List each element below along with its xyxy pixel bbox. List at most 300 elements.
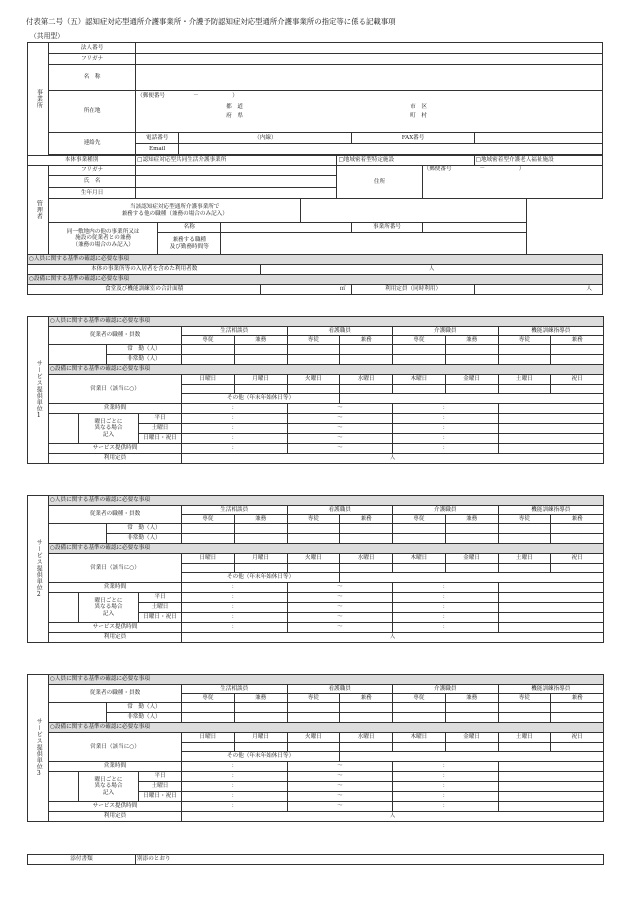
eigyojikan-blank xyxy=(498,762,604,772)
day-check[interactable] xyxy=(340,743,393,752)
role-header: 機能訓練指導員 xyxy=(498,685,604,694)
tilde: ～ xyxy=(336,435,343,442)
colon: ： xyxy=(442,445,449,452)
jokin-cell[interactable] xyxy=(234,703,287,713)
doyobi-end[interactable] xyxy=(393,424,499,434)
heijitsu-range xyxy=(287,414,393,424)
doyobi-start[interactable] xyxy=(182,424,288,434)
jokin-label: 常 勤（人） xyxy=(107,345,182,355)
unit-name: サービス提供単位2 xyxy=(28,496,49,643)
doyobi-end[interactable] xyxy=(393,782,499,792)
sonota-field[interactable] xyxy=(340,394,604,404)
furigana-field[interactable] xyxy=(136,54,603,65)
tilde: ～ xyxy=(336,614,343,621)
colon: ： xyxy=(231,405,238,412)
sengyo-header: 専従 xyxy=(393,694,446,703)
service-time-range xyxy=(287,623,393,633)
jokin-cell[interactable] xyxy=(234,524,287,534)
unit-setsubi-header: ○設備に関する基準の確認に必要な事項 xyxy=(49,723,604,733)
day-header: 木曜日 xyxy=(393,733,446,743)
jokin-cell[interactable] xyxy=(551,345,604,355)
jokin-cell[interactable] xyxy=(340,345,393,355)
sengyo-header: 専従 xyxy=(498,336,551,345)
corp-no-field[interactable] xyxy=(136,43,603,54)
heijitsu-start[interactable] xyxy=(182,593,288,603)
jokin-label: 常 勤（人） xyxy=(107,524,182,534)
youbi-line2: 異なる場合 xyxy=(94,425,123,432)
role-header: 介護職員 xyxy=(393,327,499,336)
form-subtitle: （共用型） xyxy=(30,32,64,40)
shokudo-field[interactable] xyxy=(261,285,352,295)
sengyo-header: 専従 xyxy=(182,515,235,524)
kenmu-header: 兼務 xyxy=(234,336,287,345)
tilde: ～ xyxy=(336,445,343,452)
eigyojikan-start[interactable] xyxy=(182,583,288,593)
role-header: 機能訓練指導員 xyxy=(498,506,604,515)
shiku-2: 町 村 xyxy=(410,113,427,119)
service-time-end[interactable] xyxy=(393,802,499,812)
service-time-start[interactable] xyxy=(182,623,288,633)
riyosha-label: 本体の事業所等の入居者を含めた利用者数 xyxy=(28,265,261,275)
day-header: 月曜日 xyxy=(234,733,287,743)
day-header: 火曜日 xyxy=(287,733,340,743)
service-time-start[interactable] xyxy=(182,444,288,454)
youbi-label xyxy=(79,593,139,623)
day-check[interactable] xyxy=(340,564,393,573)
doyobi-end[interactable] xyxy=(393,603,499,613)
address-field[interactable] xyxy=(136,91,603,133)
jokin-cell[interactable] xyxy=(393,703,446,713)
role-header: 生活相談員 xyxy=(182,685,288,694)
day-check[interactable] xyxy=(234,564,287,573)
sengyo-header: 専従 xyxy=(287,515,340,524)
jokin-cell[interactable] xyxy=(551,524,604,534)
jokin-cell[interactable] xyxy=(182,345,235,355)
nichishuku-end[interactable] xyxy=(393,613,499,623)
eigyojikan-end[interactable] xyxy=(393,762,499,772)
day-check[interactable] xyxy=(340,385,393,394)
teiin-field[interactable] xyxy=(182,454,604,464)
unit-jinin-header: ○人員に関する基準の確認に必要な事項 xyxy=(49,675,604,685)
day-check[interactable] xyxy=(445,385,498,394)
honten-opt-2[interactable]: □地域密着型特定施設 xyxy=(337,156,474,166)
shokudo-unit: ㎡ xyxy=(339,286,346,293)
eigyojikan-end[interactable] xyxy=(393,404,499,414)
day-header: 祝日 xyxy=(551,375,604,385)
colon: ： xyxy=(442,793,449,800)
day-check[interactable] xyxy=(393,743,446,752)
service-unit-2 xyxy=(27,495,604,643)
doyobi-start[interactable] xyxy=(182,782,288,792)
kanri-address-label: 住所 xyxy=(337,166,422,199)
kanri-kenmu-line2: 兼務する他の職種（兼務の場合のみ記入） xyxy=(121,210,228,217)
sonota-label: その他（年末年始休日等） xyxy=(182,394,340,404)
section-kanrisha: 管理者 xyxy=(28,166,49,255)
colon: ： xyxy=(442,763,449,770)
kenmu-header: 兼務 xyxy=(551,515,604,524)
eigyojikan-label: 営業時間 xyxy=(49,762,182,772)
youbi-line3: 記入 xyxy=(102,431,115,438)
nichishuku-label: 日曜日・祝日 xyxy=(139,434,182,444)
riyosha-field[interactable] xyxy=(261,265,603,275)
kanri-shokushu-field[interactable] xyxy=(221,233,526,255)
youbi-line3: 記入 xyxy=(102,610,115,617)
kanri-birth-field[interactable] xyxy=(136,188,337,199)
doyobi-range xyxy=(287,424,393,434)
hijokin-cell[interactable] xyxy=(445,534,498,544)
footer-value: 別添のとおり xyxy=(136,855,604,865)
doyobi-range xyxy=(287,603,393,613)
hijokin-cell[interactable] xyxy=(445,355,498,365)
day-check[interactable] xyxy=(445,564,498,573)
nichishuku-blank xyxy=(498,434,604,444)
hijokin-cell[interactable] xyxy=(234,355,287,365)
kanri-shokushu-label xyxy=(158,233,221,255)
day-check[interactable] xyxy=(287,743,340,752)
day-check[interactable] xyxy=(551,743,604,752)
day-header: 土曜日 xyxy=(498,554,551,564)
eigyojikan-range xyxy=(287,583,393,593)
service-time-start[interactable] xyxy=(182,802,288,812)
jokin-cell[interactable] xyxy=(551,703,604,713)
service-time-label: サービス提供時間 xyxy=(49,444,182,454)
role-header: 看護職員 xyxy=(287,327,393,336)
hijokin-cell[interactable] xyxy=(287,534,340,544)
kanri-meisho-field[interactable] xyxy=(221,223,352,233)
eigyojikan-start[interactable] xyxy=(182,762,288,772)
kanri-birth-label: 生年月日 xyxy=(49,188,136,199)
day-check[interactable] xyxy=(287,564,340,573)
doyobi-range xyxy=(287,782,393,792)
kanri-furigana-label: フリガナ xyxy=(49,166,136,176)
role-header: 生活相談員 xyxy=(182,506,288,515)
jokin-cell[interactable] xyxy=(182,524,235,534)
form-table-main xyxy=(27,42,603,295)
heijitsu-end[interactable] xyxy=(393,593,499,603)
day-check[interactable] xyxy=(393,564,446,573)
youbi-line1: 曜日ごとに xyxy=(94,777,123,784)
corp-no-label: 法人番号 xyxy=(49,43,136,54)
sengyo-header: 専従 xyxy=(393,336,446,345)
heijitsu-range xyxy=(287,772,393,782)
hijokin-cell[interactable] xyxy=(393,713,446,723)
colon: ： xyxy=(231,445,238,452)
nichishuku-start[interactable] xyxy=(182,434,288,444)
tilde: ～ xyxy=(336,604,343,611)
day-check[interactable] xyxy=(551,564,604,573)
eigyojikan-range xyxy=(287,762,393,772)
day-check[interactable] xyxy=(445,743,498,752)
nichishuku-label: 日曜日・祝日 xyxy=(139,792,182,802)
doyobi-start[interactable] xyxy=(182,603,288,613)
kanri-address-field[interactable] xyxy=(422,166,602,199)
sonota-label: その他（年末年始休日等） xyxy=(182,752,340,762)
kanri-other-line3: （兼務の場合のみ記入） xyxy=(72,241,134,248)
colon: ： xyxy=(231,425,238,432)
teiin-dojiri-unit: 人 xyxy=(586,286,592,293)
youbi-line1: 曜日ごとに xyxy=(94,419,123,426)
tilde: ～ xyxy=(336,405,343,412)
youbi-line2: 異なる場合 xyxy=(94,783,123,790)
teiin-label: 利用定員 xyxy=(49,454,182,464)
doyobi-label: 土曜日 xyxy=(139,424,182,434)
day-check[interactable] xyxy=(498,743,551,752)
eigyobi-label: 営業日（該当に○） xyxy=(49,733,182,762)
service-time-blank xyxy=(498,623,604,633)
tilde: ～ xyxy=(336,803,343,810)
colon: ： xyxy=(231,763,238,770)
hijokin-cell[interactable] xyxy=(393,355,446,365)
hijokin-cell[interactable] xyxy=(234,713,287,723)
nichishuku-range xyxy=(287,613,393,623)
staff-label: 従業者の職種・員数 xyxy=(49,327,182,345)
fax-label: FAX番号 xyxy=(352,133,474,144)
jokin-cell[interactable] xyxy=(393,524,446,534)
colon: ： xyxy=(442,594,449,601)
service-time-range xyxy=(287,802,393,812)
tilde: ～ xyxy=(336,783,343,790)
honten-label: 本体事業種別 xyxy=(28,156,136,166)
eigyojikan-blank xyxy=(498,404,604,414)
day-check[interactable] xyxy=(182,385,235,394)
teiin-dojiri-label: 利用定員（同時利用） xyxy=(352,285,474,295)
eigyobi-label: 営業日（該当に○） xyxy=(49,554,182,583)
nichishuku-end[interactable] xyxy=(393,434,499,444)
jokin-cell[interactable] xyxy=(340,703,393,713)
heijitsu-start[interactable] xyxy=(182,414,288,424)
day-header: 土曜日 xyxy=(498,375,551,385)
colon: ： xyxy=(442,415,449,422)
service-time-label: サービス提供時間 xyxy=(49,623,182,633)
day-check[interactable] xyxy=(498,564,551,573)
colon: ： xyxy=(442,783,449,790)
hijokin-cell[interactable] xyxy=(182,534,235,544)
eigyojikan-range xyxy=(287,404,393,414)
heijitsu-label: 平日 xyxy=(139,772,182,782)
service-unit-1 xyxy=(27,316,604,464)
hijokin-cell[interactable] xyxy=(182,355,235,365)
jokin-label: 常 勤（人） xyxy=(107,703,182,713)
footer-table xyxy=(27,854,604,865)
colon: ： xyxy=(442,803,449,810)
colon: ： xyxy=(231,594,238,601)
jokin-cell[interactable] xyxy=(393,345,446,355)
teiin-field[interactable] xyxy=(182,633,604,643)
staff-label: 従業者の職種・員数 xyxy=(49,685,182,703)
form-title: 付表第二号（五）認知症対応型通所介護事業所・介護予防認知症対応型通所介護事業所の指定等に係る記載事項 xyxy=(26,17,396,26)
doyobi-label: 土曜日 xyxy=(139,603,182,613)
day-header: 月曜日 xyxy=(234,375,287,385)
role-header: 介護職員 xyxy=(393,506,499,515)
day-header: 月曜日 xyxy=(234,554,287,564)
honten-opt-1[interactable]: □認知症対応型共同生活介護事業所 xyxy=(136,156,337,166)
kenmu-header: 兼務 xyxy=(340,694,393,703)
jokin-cell[interactable] xyxy=(498,703,551,713)
hijokin-cell[interactable] xyxy=(234,534,287,544)
email-field[interactable] xyxy=(179,144,603,155)
jokin-cell[interactable] xyxy=(234,345,287,355)
role-header: 看護職員 xyxy=(287,685,393,694)
teiin-dojiri-field[interactable] xyxy=(474,285,602,295)
honten-opt-3[interactable]: □地域密着型介護老人福祉施設 xyxy=(474,156,602,166)
day-check[interactable] xyxy=(287,385,340,394)
colon: ： xyxy=(231,604,238,611)
sengyo-header: 専従 xyxy=(287,694,340,703)
shokudo-label: 食堂及び機能訓練室の合計面積 xyxy=(28,285,261,295)
day-check[interactable] xyxy=(498,385,551,394)
colon: ： xyxy=(231,584,238,591)
sonota-field[interactable] xyxy=(340,752,604,762)
hijokin-cell[interactable] xyxy=(551,534,604,544)
sonota-label: その他（年末年始休日等） xyxy=(182,573,340,583)
day-header: 火曜日 xyxy=(287,554,340,564)
tel-field[interactable]: （内線） xyxy=(179,133,352,144)
hijokin-cell[interactable] xyxy=(287,355,340,365)
unit-jinin-header: ○人員に関する基準の確認に必要な事項 xyxy=(49,317,604,327)
kanri-kenmu-line1: 当該認知症対応型通所介護事業所で xyxy=(129,204,220,211)
day-header: 水曜日 xyxy=(340,554,393,564)
teiin-label: 利用定員 xyxy=(49,812,182,822)
nichishuku-blank xyxy=(498,613,604,623)
youbi-line3: 記入 xyxy=(102,789,115,796)
jokin-cell[interactable] xyxy=(287,524,340,534)
hijokin-cell[interactable] xyxy=(551,713,604,723)
teiin-unit: 人 xyxy=(389,455,396,462)
kanri-furigana-field[interactable] xyxy=(136,166,337,176)
nichishuku-range xyxy=(287,434,393,444)
day-header: 日曜日 xyxy=(182,554,235,564)
hijokin-cell[interactable] xyxy=(340,534,393,544)
sengyo-header: 専従 xyxy=(498,694,551,703)
kijun-jinin-header: ○人員に関する基準の確認に必要な事項 xyxy=(28,255,603,265)
eigyojikan-end[interactable] xyxy=(393,583,499,593)
heijitsu-blank xyxy=(498,772,604,782)
hijokin-cell[interactable] xyxy=(498,713,551,723)
jokin-cell[interactable] xyxy=(445,703,498,713)
email-label: Email xyxy=(136,144,179,155)
heijitsu-end[interactable] xyxy=(393,414,499,424)
sengyo-header: 専従 xyxy=(182,336,235,345)
service-time-label: サービス提供時間 xyxy=(49,802,182,812)
kijun-setsubi-header: ○設備に関する基準の確認に必要な事項 xyxy=(28,275,603,285)
kanri-other-line1: 同一敷地内の他の事業所又は xyxy=(66,229,140,236)
kanri-shokushu-line2: 及び勤務時間等 xyxy=(169,243,209,250)
day-check[interactable] xyxy=(393,385,446,394)
todofuken-1: 都 道 xyxy=(226,104,243,110)
nichishuku-start[interactable] xyxy=(182,792,288,802)
day-check[interactable] xyxy=(551,385,604,394)
hijokin-cell[interactable] xyxy=(287,713,340,723)
colon: ： xyxy=(442,425,449,432)
address-label: 所在地 xyxy=(49,91,136,133)
kenmu-header: 兼務 xyxy=(340,336,393,345)
day-check[interactable] xyxy=(182,743,235,752)
teiin-field[interactable] xyxy=(182,812,604,822)
colon: ： xyxy=(442,773,449,780)
hijokin-cell[interactable] xyxy=(551,355,604,365)
tilde: ～ xyxy=(336,773,343,780)
colon: ： xyxy=(231,803,238,810)
day-header: 金曜日 xyxy=(445,375,498,385)
hijokin-cell[interactable] xyxy=(445,713,498,723)
doyobi-blank xyxy=(498,782,604,792)
youbi-line2: 異なる場合 xyxy=(94,604,123,611)
colon: ： xyxy=(442,614,449,621)
day-header: 日曜日 xyxy=(182,375,235,385)
hijokin-cell[interactable] xyxy=(340,355,393,365)
eigyojikan-start[interactable] xyxy=(182,404,288,414)
todofuken-2: 府 県 xyxy=(226,113,243,119)
service-time-end[interactable] xyxy=(393,444,499,454)
jokin-cell[interactable] xyxy=(340,524,393,534)
fax-field[interactable] xyxy=(474,133,602,144)
jokin-cell[interactable] xyxy=(445,524,498,534)
kanri-name-label: 氏 名 xyxy=(49,176,136,188)
kenmu-header: 兼務 xyxy=(340,515,393,524)
riyosha-unit: 人 xyxy=(428,266,435,273)
colon: ： xyxy=(231,435,238,442)
tel-label: 電話番号 xyxy=(136,133,179,144)
section-jigyosho: 事業所 xyxy=(28,43,49,156)
tilde: ～ xyxy=(336,763,343,770)
day-header: 金曜日 xyxy=(445,733,498,743)
colon: ： xyxy=(442,604,449,611)
service-unit-3 xyxy=(27,674,604,822)
kanri-jigyoshono-field[interactable] xyxy=(422,223,526,233)
jokin-cell[interactable] xyxy=(182,703,235,713)
kanri-kenmu-field[interactable] xyxy=(301,199,526,223)
jokin-cell[interactable] xyxy=(498,524,551,534)
colon: ： xyxy=(442,584,449,591)
day-check[interactable] xyxy=(182,564,235,573)
jokin-cell[interactable] xyxy=(498,345,551,355)
sonota-field[interactable] xyxy=(340,573,604,583)
hijokin-cell[interactable] xyxy=(393,534,446,544)
kanri-shokushu-line1: 兼務する職種 xyxy=(172,237,207,244)
day-check[interactable] xyxy=(234,743,287,752)
name-field[interactable] xyxy=(136,65,603,91)
kanri-meisho-label: 名称 xyxy=(158,223,221,233)
hijokin-label: 非常勤（人） xyxy=(107,713,182,723)
nichishuku-start[interactable] xyxy=(182,613,288,623)
hijokin-cell[interactable] xyxy=(498,534,551,544)
jokin-cell[interactable] xyxy=(287,345,340,355)
hijokin-cell[interactable] xyxy=(182,713,235,723)
hijokin-cell[interactable] xyxy=(340,713,393,723)
jokin-cell[interactable] xyxy=(287,703,340,713)
colon: ： xyxy=(442,435,449,442)
heijitsu-start[interactable] xyxy=(182,772,288,782)
colon: ： xyxy=(231,793,238,800)
hijokin-cell[interactable] xyxy=(498,355,551,365)
role-header: 生活相談員 xyxy=(182,327,288,336)
eigyojikan-label: 営業時間 xyxy=(49,583,182,593)
hijokin-label: 非常勤（人） xyxy=(107,534,182,544)
day-check[interactable] xyxy=(234,385,287,394)
kenmu-header: 兼務 xyxy=(551,336,604,345)
colon: ： xyxy=(442,624,449,631)
day-header: 祝日 xyxy=(551,733,604,743)
nichishuku-end[interactable] xyxy=(393,792,499,802)
day-header: 土曜日 xyxy=(498,733,551,743)
jokin-cell[interactable] xyxy=(445,345,498,355)
footer-label: 添付書類 xyxy=(28,855,136,865)
tilde: ～ xyxy=(336,415,343,422)
heijitsu-end[interactable] xyxy=(393,772,499,782)
doyobi-label: 土曜日 xyxy=(139,782,182,792)
kanri-name-field[interactable] xyxy=(136,176,337,188)
service-time-end[interactable] xyxy=(393,623,499,633)
